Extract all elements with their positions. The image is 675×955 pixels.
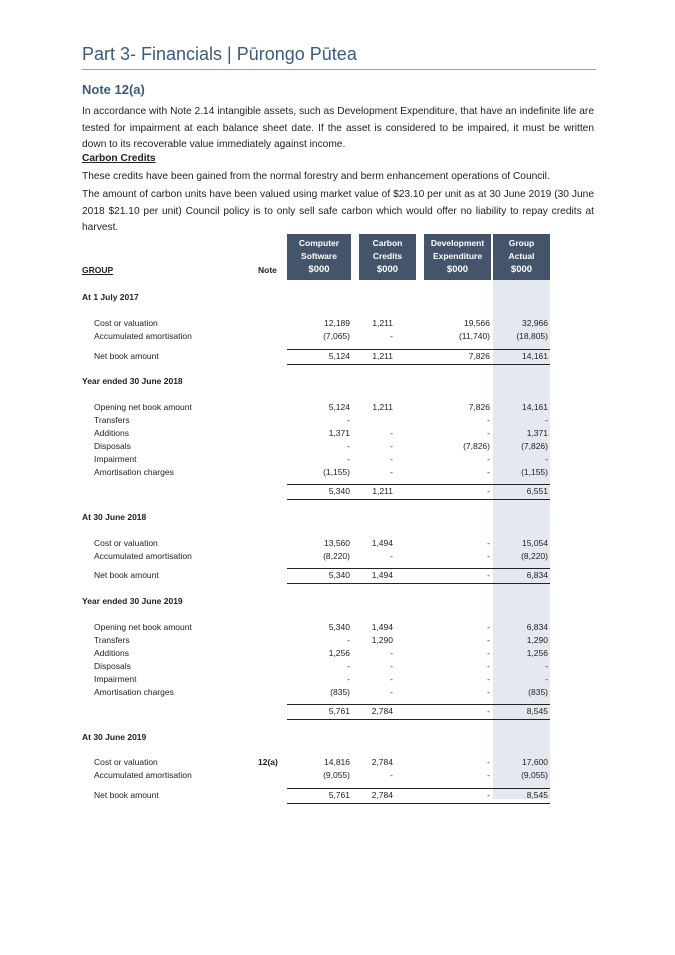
row-label: Year ended 30 June 2019 [82, 596, 183, 606]
subtotal-rule [287, 719, 550, 720]
cell-value: 1,211 [372, 486, 393, 496]
header-unit: $000 [446, 264, 469, 275]
cell-value: - [487, 770, 490, 780]
cell-value: - [390, 661, 393, 671]
cell-value: (18,805) [516, 331, 548, 341]
cell-value: (7,826) [463, 441, 490, 451]
cell-value: 2,784 [371, 790, 393, 800]
row-label: Disposals [94, 441, 131, 451]
cell-value: - [390, 441, 393, 451]
header-line1: Development [430, 238, 485, 248]
row-label: Cost or valuation [94, 538, 158, 548]
carbon-paragraph-1: These credits have been gained from the normal forestry and berm enhancement operations of Council. [82, 171, 550, 182]
cell-value: - [545, 454, 548, 464]
cell-value: 1,494 [371, 622, 393, 632]
cell-value: 12,189 [324, 318, 350, 328]
row-label: Impairment [94, 674, 137, 684]
table-row [0, 674, 675, 687]
cell-value: - [390, 331, 393, 341]
cell-value: (835) [528, 687, 548, 697]
row-note: 12(a) [258, 757, 278, 767]
table-row [0, 454, 675, 467]
cell-value: 8,545 [526, 706, 548, 716]
cell-value: - [487, 790, 490, 800]
cell-value: 1,290 [526, 635, 548, 645]
cell-value: - [390, 687, 393, 697]
cell-value: (7,065) [323, 331, 350, 341]
table-row [0, 661, 675, 674]
table-row [0, 415, 675, 428]
subtotal-rule [287, 788, 550, 789]
cell-value: 5,340 [328, 486, 350, 496]
cell-value: - [487, 538, 490, 548]
table-row [0, 331, 675, 344]
cell-value: - [347, 415, 350, 425]
table-row [0, 635, 675, 648]
table-row [0, 351, 675, 364]
cell-value: 1,211 [372, 402, 393, 412]
cell-value: - [347, 674, 350, 684]
cell-value: 2,784 [371, 706, 393, 716]
row-label: Additions [94, 428, 129, 438]
cell-value: 5,761 [328, 790, 350, 800]
cell-value: 5,761 [328, 706, 350, 716]
section-heading [0, 732, 675, 745]
header-line2: Credits [372, 251, 403, 261]
header-line1: Group [508, 238, 535, 248]
row-label: Disposals [94, 661, 131, 671]
subtotal-rule [287, 803, 550, 804]
row-label: Accumulated amortisation [94, 331, 192, 341]
table-row [0, 770, 675, 783]
cell-value: - [487, 622, 490, 632]
subtotal-rule [287, 704, 550, 705]
cell-value: - [390, 467, 393, 477]
cell-value: 6,834 [526, 570, 548, 580]
header-line2: Actual [508, 251, 535, 261]
table-row [0, 318, 675, 331]
table-row [0, 706, 675, 719]
section-heading [0, 376, 675, 389]
row-label: At 30 June 2018 [82, 512, 147, 522]
table-row [0, 622, 675, 635]
table-row [0, 648, 675, 661]
cell-value: 14,161 [522, 351, 548, 361]
subtotal-rule [287, 484, 550, 485]
cell-value: 19,566 [464, 318, 490, 328]
row-label: At 30 June 2019 [82, 732, 147, 742]
table-row [0, 467, 675, 480]
table-row [0, 486, 675, 499]
row-label: Opening net book amount [94, 402, 192, 412]
page-title: Part 3- Financials | Pūrongo Pūtea [82, 44, 357, 64]
intro-paragraph: In accordance with Note 2.14 intangible assets, such as Development Expenditure, that have an indefinite life are tested for impairment at each balance sheet date. If the asset is considered to be impaired, it must be written down to its recoverable value immediately against income. [82, 106, 594, 150]
note-column-label: Note [258, 265, 277, 275]
row-label: Net book amount [94, 351, 159, 361]
cell-value: 32,966 [522, 318, 548, 328]
cell-value: 1,290 [371, 635, 393, 645]
subtotal-rule [287, 364, 550, 365]
cell-value: 14,816 [324, 757, 350, 767]
cell-value: 1,494 [371, 570, 393, 580]
row-label: Opening net book amount [94, 622, 192, 632]
subtotal-rule [287, 349, 550, 350]
cell-value: 2,784 [371, 757, 393, 767]
table-row [0, 428, 675, 441]
header-line1: Carbon [372, 238, 403, 248]
cell-value: 1,256 [526, 648, 548, 658]
cell-value: 1,211 [372, 351, 393, 361]
cell-value: 17,600 [522, 757, 548, 767]
subtotal-rule [287, 583, 550, 584]
header-group-actual [493, 234, 550, 280]
cell-value: 6,551 [526, 486, 548, 496]
cell-value: - [487, 648, 490, 658]
cell-value: 6,834 [526, 622, 548, 632]
cell-value: - [487, 687, 490, 697]
cell-value: 1,211 [372, 318, 393, 328]
row-label: Impairment [94, 454, 137, 464]
cell-value: - [545, 415, 548, 425]
cell-value: 1,371 [328, 428, 350, 438]
row-label: Additions [94, 648, 129, 658]
cell-value: (835) [330, 687, 350, 697]
cell-value: 7,826 [468, 402, 490, 412]
cell-value: - [390, 648, 393, 658]
row-label: Net book amount [94, 790, 159, 800]
table-row [0, 570, 675, 583]
subtotal-rule [287, 499, 550, 500]
header-unit: $000 [376, 264, 399, 275]
cell-value: - [545, 661, 548, 671]
table-row [0, 551, 675, 564]
row-label: Accumulated amortisation [94, 770, 192, 780]
table-row [0, 790, 675, 803]
carbon-paragraph-2: The amount of carbon units have been valued using market value of $23.10 per unit as at 30 June 2019 (30 June 2018 $21.10 per unit) Council policy is to only sell safe carbon which would offer no liability to repay credits at harvest. [82, 189, 594, 233]
title-divider [82, 69, 596, 70]
cell-value: - [347, 635, 350, 645]
header-unit: $000 [510, 264, 533, 275]
cell-value: 5,124 [328, 351, 350, 361]
table-row [0, 757, 675, 770]
cell-value: - [487, 454, 490, 464]
cell-value: - [390, 770, 393, 780]
cell-value: 5,124 [328, 402, 350, 412]
cell-value: (7,826) [521, 441, 548, 451]
row-label: Transfers [94, 635, 130, 645]
cell-value: - [487, 706, 490, 716]
cell-value: - [347, 454, 350, 464]
cell-value: 1,371 [526, 428, 548, 438]
cell-value: - [545, 674, 548, 684]
row-label: Cost or valuation [94, 318, 158, 328]
row-label: Transfers [94, 415, 130, 425]
row-label: Year ended 30 June 2018 [82, 376, 183, 386]
cell-value: - [487, 551, 490, 561]
cell-value: - [487, 486, 490, 496]
cell-value: - [487, 674, 490, 684]
row-label: Amortisation charges [94, 687, 174, 697]
table-row [0, 687, 675, 700]
header-development-expenditure [424, 234, 491, 280]
cell-value: - [390, 551, 393, 561]
cell-value: - [487, 415, 490, 425]
note-heading: Note 12(a) [82, 82, 145, 97]
cell-value: (9,055) [323, 770, 350, 780]
subtotal-rule [287, 568, 550, 569]
cell-value: - [487, 428, 490, 438]
table-row [0, 538, 675, 551]
cell-value: (9,055) [521, 770, 548, 780]
cell-value: (1,155) [521, 467, 548, 477]
section-heading [0, 596, 675, 609]
cell-value: 14,161 [522, 402, 548, 412]
cell-value: - [487, 467, 490, 477]
cell-value: - [390, 674, 393, 684]
carbon-credits-heading: Carbon Credits [82, 153, 156, 164]
row-label: Accumulated amortisation [94, 551, 192, 561]
header-computer-software [287, 234, 351, 280]
cell-value: 1,256 [328, 648, 350, 658]
cell-value: - [487, 661, 490, 671]
cell-value: 7,826 [468, 351, 490, 361]
row-label: Cost or valuation [94, 757, 158, 767]
row-label: Amortisation charges [94, 467, 174, 477]
header-unit: $000 [308, 264, 330, 275]
cell-value: - [487, 570, 490, 580]
cell-value: - [487, 757, 490, 767]
cell-value: - [487, 635, 490, 645]
cell-value: (8,220) [323, 551, 350, 561]
table-row [0, 402, 675, 415]
cell-value: 13,560 [324, 538, 350, 548]
group-label: GROUP [82, 265, 114, 275]
cell-value: - [390, 428, 393, 438]
cell-value: (8,220) [521, 551, 548, 561]
cell-value: - [347, 441, 350, 451]
header-carbon-credits [359, 234, 416, 280]
cell-value: - [347, 661, 350, 671]
cell-value: 5,340 [328, 570, 350, 580]
header-line2: Software [301, 251, 337, 261]
cell-value: 1,494 [371, 538, 393, 548]
row-label: Net book amount [94, 570, 159, 580]
cell-value: 15,054 [522, 538, 548, 548]
header-line1: Computer [298, 238, 340, 248]
row-label: At 1 July 2017 [82, 292, 139, 302]
cell-value: 8,545 [526, 790, 548, 800]
header-line2: Expenditure [432, 251, 483, 261]
cell-value: 5,340 [328, 622, 350, 632]
cell-value: - [390, 454, 393, 464]
table-row [0, 441, 675, 454]
cell-value: (1,155) [323, 467, 350, 477]
cell-value: (11,740) [458, 331, 490, 341]
section-heading [0, 512, 675, 525]
section-heading [0, 292, 675, 305]
